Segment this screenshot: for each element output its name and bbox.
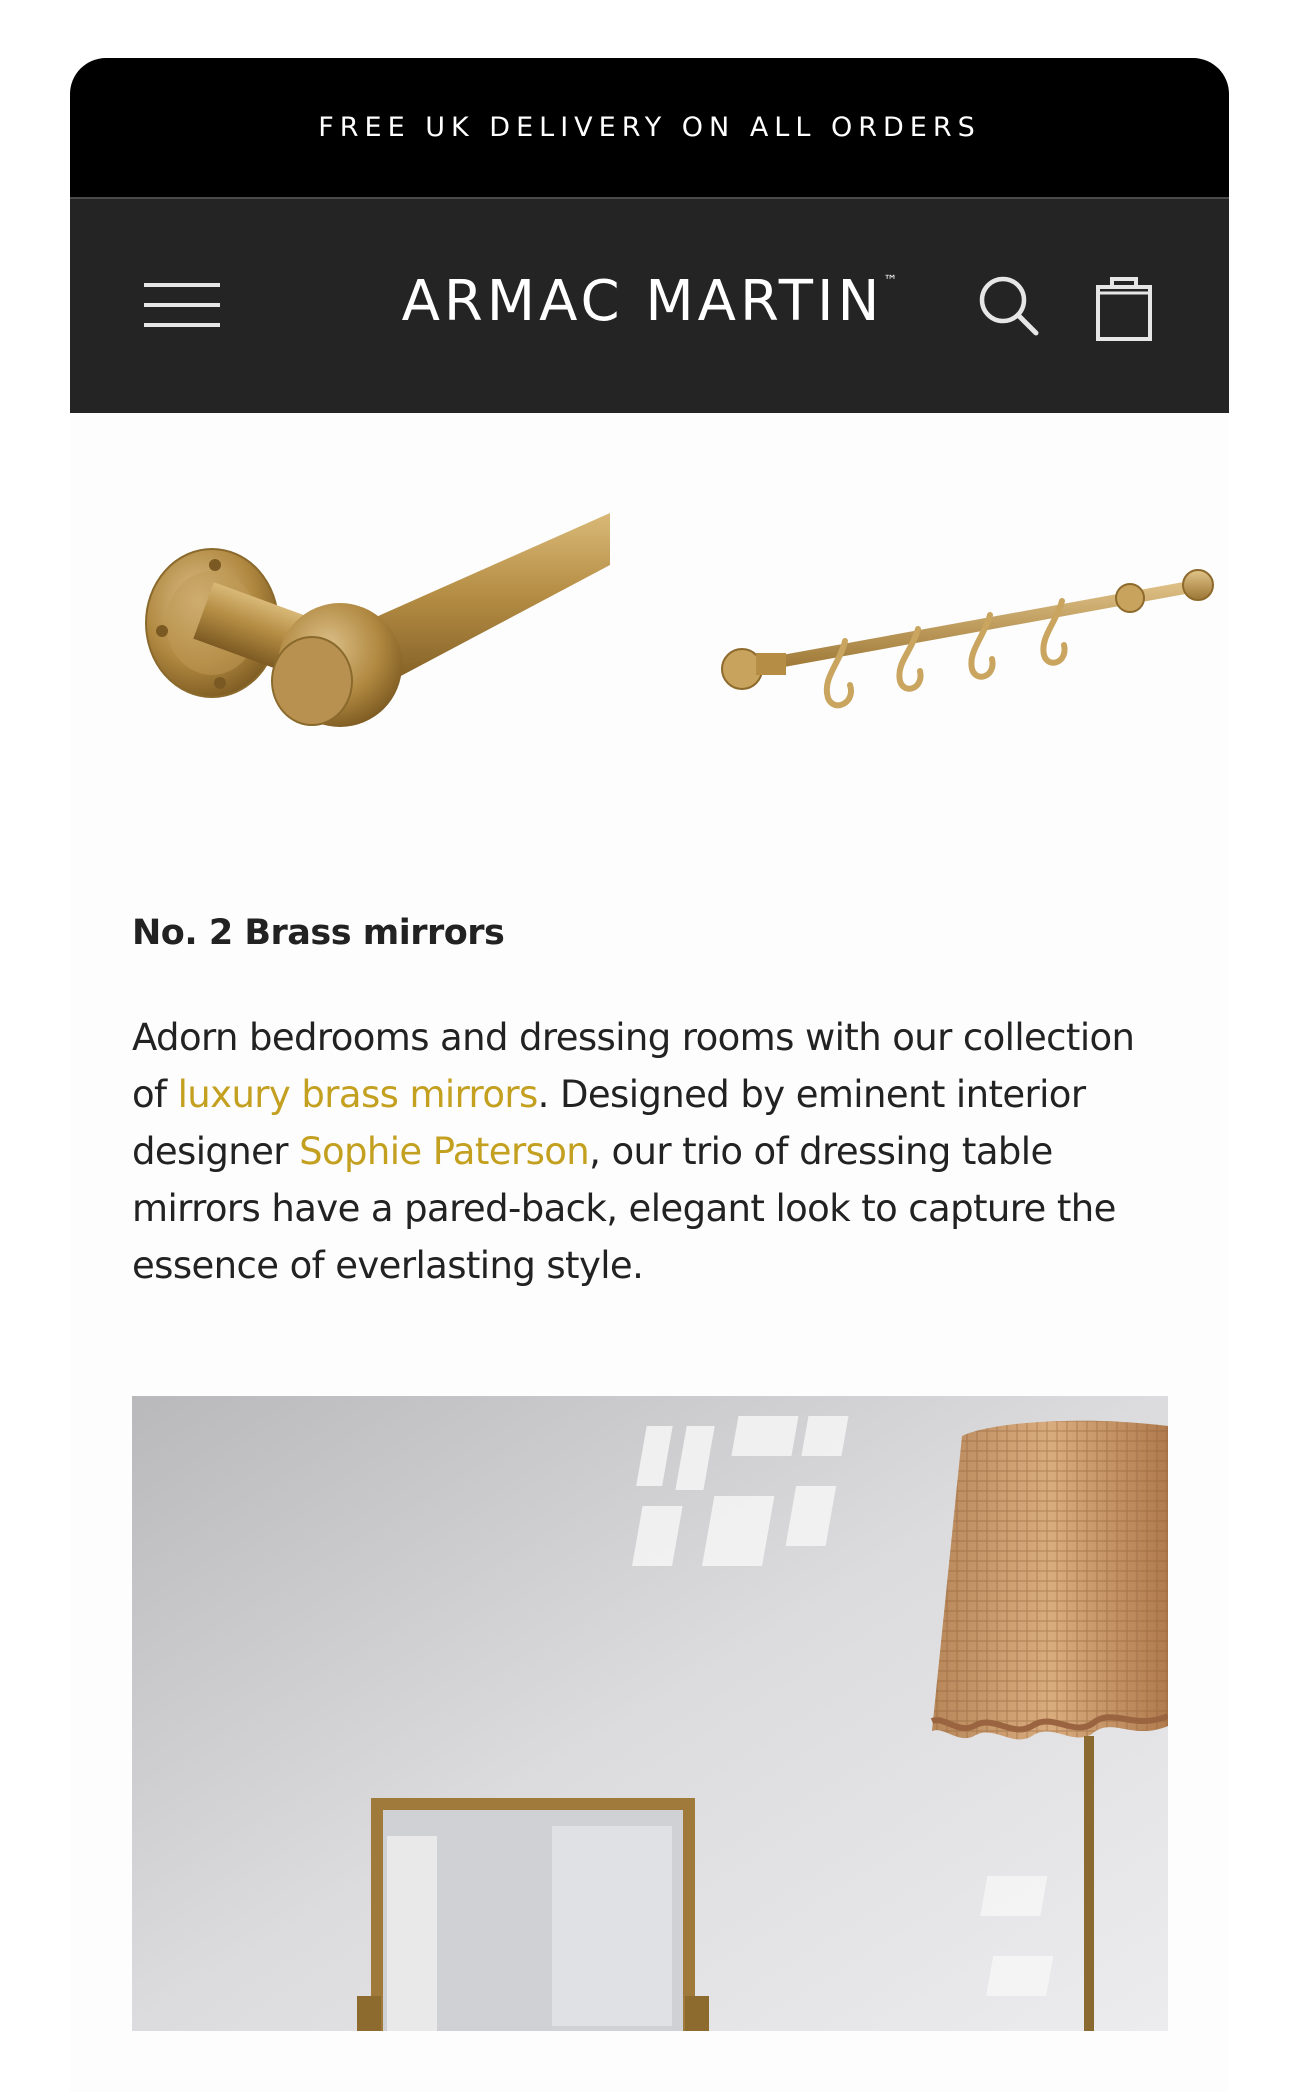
page xyxy=(70,58,1229,2092)
article-title: No. 2 Brass mirrors xyxy=(132,913,505,953)
brass-hook-rail-image[interactable] xyxy=(710,553,1220,723)
body-text-1: Adorn bedrooms and dressing rooms with our collection of xyxy=(132,1016,1135,1116)
shopping-bag-icon[interactable] xyxy=(1094,273,1154,343)
brand-logo[interactable] xyxy=(70,269,1229,334)
header-nav xyxy=(70,197,1229,413)
product-images xyxy=(70,413,1229,833)
body-text-3: , our trio of dressing table mirrors have a pared-back, elegant look to capture the essence of everlasting style. xyxy=(132,1130,1116,1287)
article-section xyxy=(70,913,1229,1294)
sophie-paterson-link[interactable]: Sophie Paterson xyxy=(299,1130,590,1173)
body-text-2: . Designed by eminent interior designer xyxy=(132,1073,1086,1173)
announcement-text: FREE UK DELIVERY ON ALL ORDERS xyxy=(318,112,981,143)
brand-name: ARMAC MARTIN xyxy=(401,269,884,334)
trademark: ™ xyxy=(883,273,898,289)
dressing-table-mirror-photo xyxy=(132,1396,1168,2031)
luxury-brass-mirrors-link[interactable]: luxury brass mirrors xyxy=(177,1073,538,1116)
article-body xyxy=(132,1009,1172,1294)
search-icon[interactable] xyxy=(976,273,1040,337)
announcement-bar xyxy=(70,58,1229,197)
brass-rail-image[interactable] xyxy=(140,513,610,753)
